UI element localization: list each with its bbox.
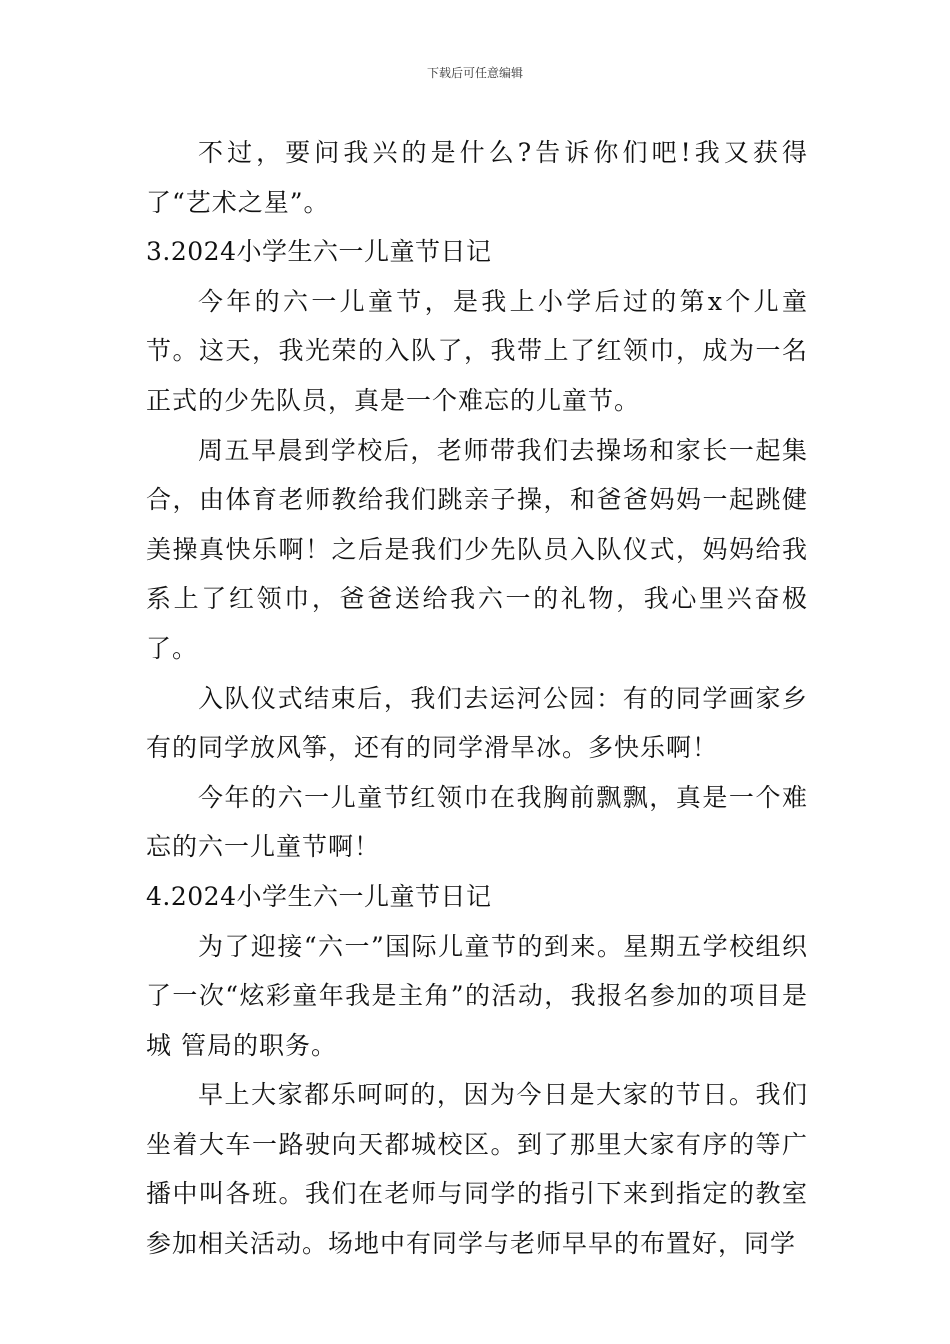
paragraph: 今年的六一儿童节，是我上小学后过的第x个儿童节。这天，我光荣的入队了，我带上了红领巾，成为一名正式的少先队员，真是一个难忘的儿童节。 <box>146 286 808 415</box>
paragraph: 不过，要问我兴的是什么?告诉你们吧!我又获得了“艺术之星”。 <box>146 138 808 217</box>
paragraph: 今年的六一儿童节红领巾在我胸前飘飘，真是一个难忘的六一儿童节啊！ <box>146 782 808 862</box>
paragraph: 入队仪式结束后，我们去运河公园：有的同学画家乡有的同学放风筝，还有的同学滑旱冰。多快乐啊！ <box>146 683 808 763</box>
section-heading-4: 4.2024小学生六一儿童节日记 <box>146 881 492 911</box>
section-heading-3: 3.2024小学生六一儿童节日记 <box>146 237 492 267</box>
document-body <box>146 128 808 1269</box>
paragraph: 早上大家都乐呵呵的，因为今日是大家的节日。我们坐着大车一路驶向天都城校区。到了那里大家有序的等广播中叫各班。我们在老师与同学的指引下来到指定的教室参加相关活动。场地中有同学与老师早早的布置好，同学 <box>146 1080 808 1259</box>
paragraph: 周五早晨到学校后，老师带我们去操场和家长一起集合，由体育老师教给我们跳亲子操，和爸爸妈妈一起跳健美操真快乐啊！之后是我们少先队员入队仪式，妈妈给我系上了红领巾，爸爸送给我六一的礼物，我心里兴奋极了。 <box>146 435 808 663</box>
page-header: 下载后可任意编辑 <box>426 66 523 80</box>
paragraph: 为了迎接“六一”国际儿童节的到来。星期五学校组织了一次“炫彩童年我是主角”的活动，我报名参加的项目是城 管局的职务。 <box>146 931 808 1060</box>
